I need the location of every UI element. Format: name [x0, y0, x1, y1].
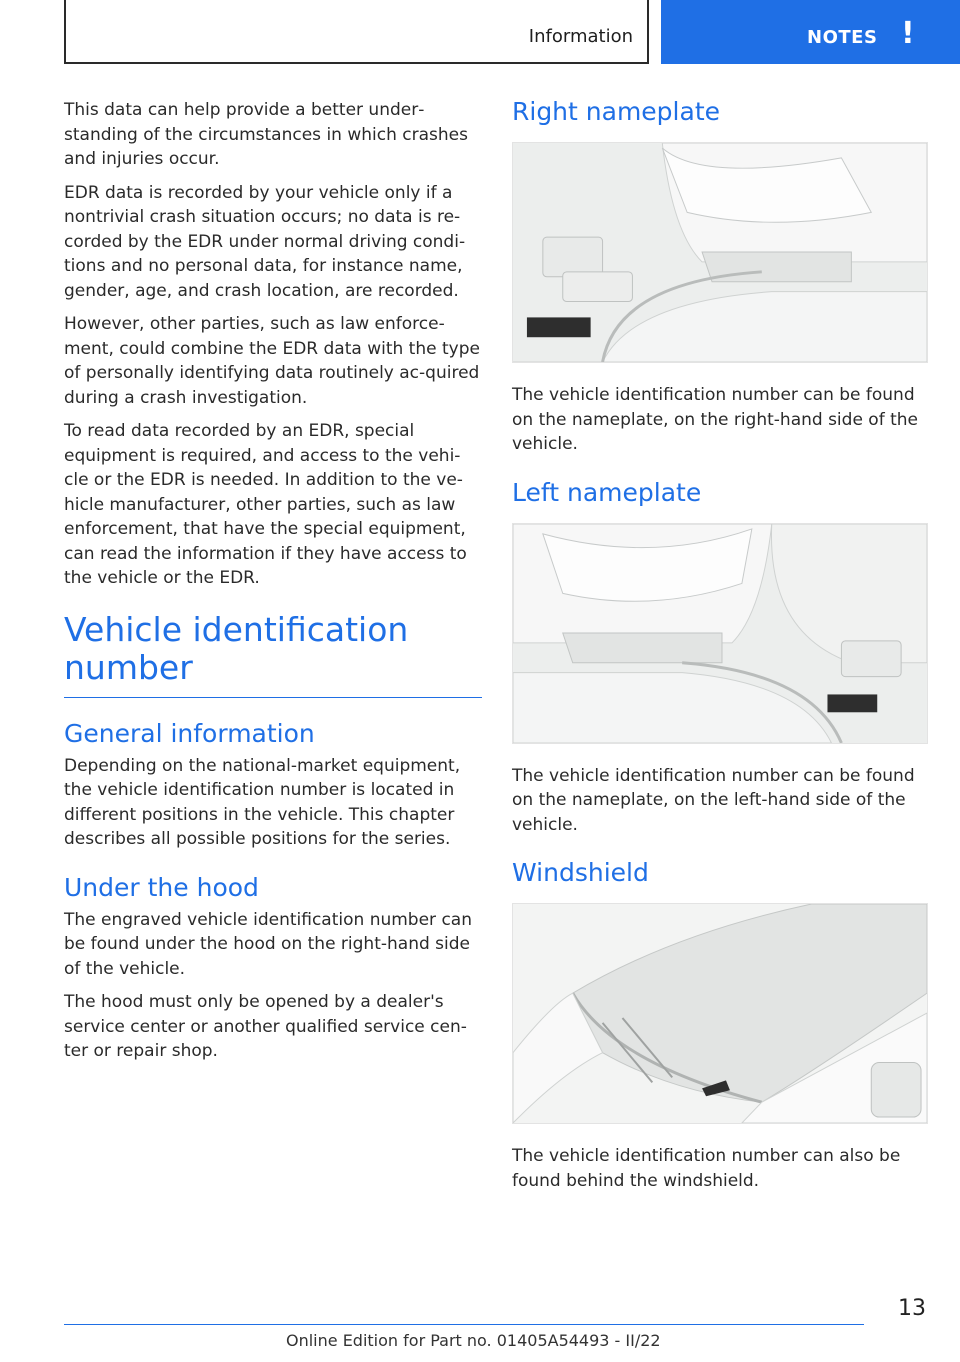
- footer-divider: [64, 1324, 864, 1325]
- windshield-image: [512, 903, 928, 1124]
- page-number: 13: [898, 1296, 926, 1321]
- left-nameplate-image: [512, 523, 928, 744]
- subheading: Under the hood: [64, 872, 259, 902]
- section-heading: Vehicle identification number: [64, 611, 482, 698]
- left-column: [64, 98, 482, 1073]
- exclamation-icon: !: [901, 16, 915, 51]
- paragraph: The vehicle identification number can be found on the nameplate, on the right-hand side of the vehicle.: [512, 385, 918, 454]
- paragraph: The engraved vehicle identification number can be found under the hood on the right-hand side of the vehicle.: [64, 909, 472, 979]
- right-nameplate-image: [512, 142, 928, 363]
- subheading: General information: [64, 718, 315, 748]
- footer-edition: Online Edition for Part no. 01405A54493 - II/22: [286, 1331, 661, 1350]
- right-column: [512, 96, 928, 1202]
- paragraph: The vehicle identification number can also be found behind the windshield.: [512, 1146, 901, 1191]
- paragraph: The vehicle identification number can be found on the nameplate, on the left-hand side of the vehicle.: [512, 765, 915, 835]
- header-notes-label: NOTES: [807, 27, 878, 48]
- paragraph: Depending on the national-market equipment, the vehicle identification number is located in different positions in the vehicle. This chapter describes all possible positions for the series.: [64, 755, 461, 849]
- subheading: Windshield: [512, 858, 649, 887]
- paragraph: The hood must only be opened by a dealer's service center or another qualified service cen‐ter or repair shop.: [64, 992, 467, 1061]
- paragraph: To read data recorded by an EDR, special equipment is required, and access to the vehi‐cle or the EDR is needed. In addition to the ve‐hicle manufacturer, other parties, such as law enforcement, that have the special equipment, can read the information if they have access to the vehicle or the EDR.: [64, 421, 467, 588]
- subheading: Left nameplate: [512, 477, 702, 507]
- header-section-box: [64, 0, 649, 64]
- header-notes-tab: [661, 0, 960, 64]
- paragraph: However, other parties, such as law enforce‐ment, could combine the EDR data with the type of personally identifying data routinely ac‐quired during a crash investigation.: [64, 314, 480, 408]
- paragraph: This data can help provide a better under‐standing of the circumstances in which crashes and injuries occur.: [64, 100, 468, 169]
- header-section-title: Information: [528, 26, 633, 47]
- subheading: Right nameplate: [512, 97, 720, 126]
- paragraph: EDR data is recorded by your vehicle only if a nontrivial crash situation occurs; no data is re‐corded by the EDR under normal driving condi‐tions and no personal data, for instance name, gender, age, and crash location, are recorded.: [64, 182, 466, 301]
